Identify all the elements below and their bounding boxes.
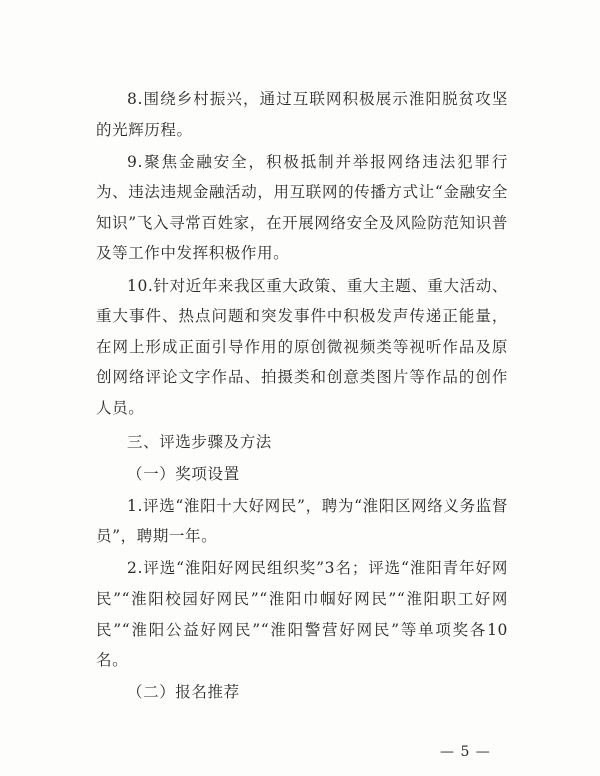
paragraph-item-8: 8.围绕乡村振兴，通过互联网积极展示淮阳脱贫攻坚的光辉历程。 [96, 90, 508, 139]
page-number: — 5 — [440, 744, 491, 760]
paragraph-item-10: 10.针对近年来我区重大政策、重大主题、重大活动、重大事件、热点问题和突发事件中积极发声传递正能量，在网上形成正面引导作用的原创微视频类等视听作品及原创网络评论文字作品、拍摄类和创意类图片等作品的创作人员。 [96, 276, 508, 417]
section-heading-3: 三、评选步骤及方法 [127, 432, 272, 451]
paragraph-award-1: 1.评选“淮阳十大好网民”，聘为“淮阳区网络义务监督员”，聘期一年。 [96, 496, 508, 546]
paragraph-item-9: 9.聚焦金融安全，积极抵制并举报网络违法犯罪行为、违法违规金融活动，用互联网的传播方式让“金融安全知识”飞入寻常百姓家，在开展网络安全及风险防范知识普及等工作中发挥积极作用。 [96, 152, 508, 263]
document-body [96, 84, 508, 709]
paragraph-award-2: 2.评选“淮阳好网民组织奖”3名；评选“淮阳青年好网民”“淮阳校园好网民”“淮阳巾帼好网民”“淮阳职工好网民”“淮阳公益好网民”“淮阳警营好网民”等单项奖各10名。 [96, 559, 508, 670]
subheading-award-setup: （一）奖项设置 [127, 464, 240, 483]
subheading-registration: （二）报名推荐 [127, 683, 240, 702]
